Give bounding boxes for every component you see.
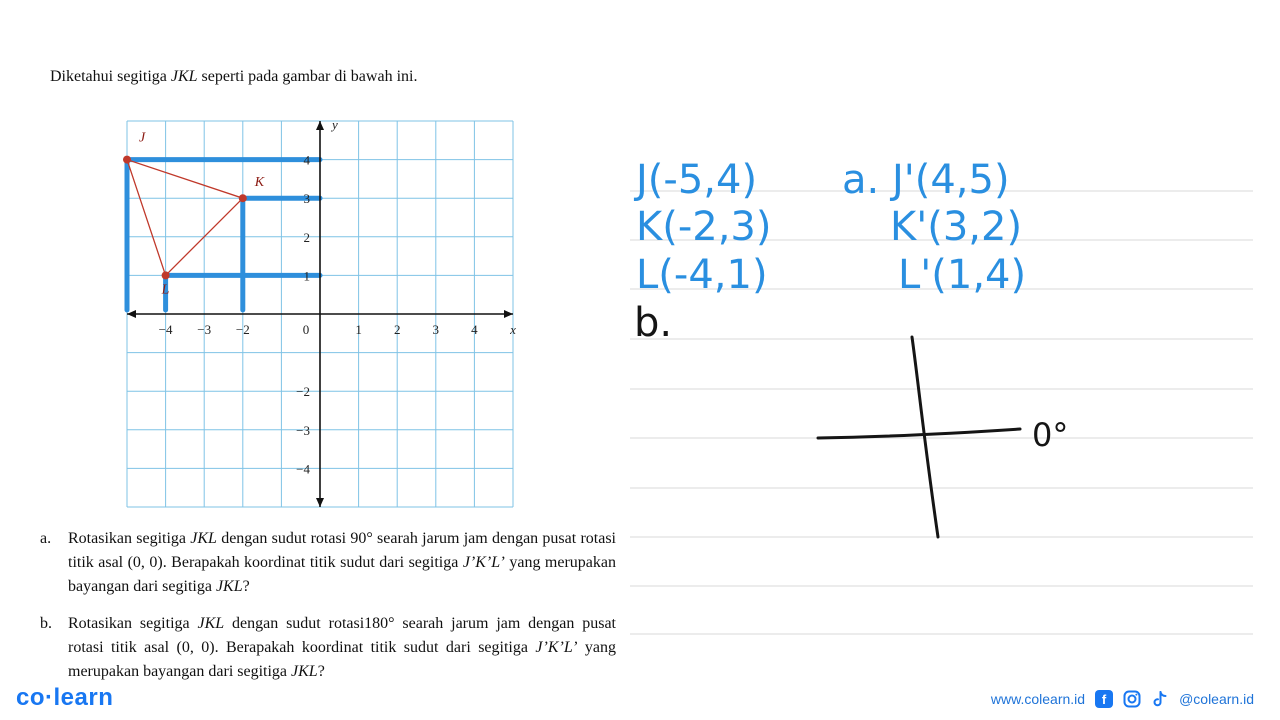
note-l-image: L'(1,4) xyxy=(898,252,1027,298)
y-tick-label: 2 xyxy=(303,229,310,245)
brand-logo: co·learn xyxy=(16,684,114,711)
y-axis-label: y xyxy=(332,117,338,132)
point-label-j: J xyxy=(139,130,146,146)
facebook-icon[interactable]: f xyxy=(1095,690,1113,708)
y-tick-label: 1 xyxy=(303,268,310,284)
y-tick-label: −3 xyxy=(296,422,310,438)
y-tick-label: 4 xyxy=(303,152,310,168)
sketch-vertical-axis xyxy=(912,337,938,537)
point-label-k: K xyxy=(254,175,265,191)
x-tick-label: 3 xyxy=(432,322,440,337)
question-a-text: Rotasikan segitiga JKL dengan sudut rotasi 90° searah jarum jam dengan pusat rotasi titik asal (0, 0). Berapakah koordinat titik sudut dari segitiga J’K’L’ yang merupakan bayangan dari segitiga JKL? xyxy=(68,530,616,595)
y-tick-label: −2 xyxy=(296,384,310,400)
sketch-horizontal-axis xyxy=(818,429,1020,438)
y-tick-label: 3 xyxy=(303,191,310,207)
x-tick-label: −3 xyxy=(197,322,212,337)
note-part-b: b. xyxy=(634,300,673,346)
question-b-letter: b. xyxy=(40,615,52,632)
social-handle[interactable]: @colearn.id xyxy=(1179,691,1254,707)
intro-text-pre: Diketahui segitiga xyxy=(50,68,171,85)
x-axis-label: x xyxy=(510,322,516,337)
intro-text-post: seperti pada gambar di bawah ini. xyxy=(197,68,418,85)
question-a-letter: a. xyxy=(40,530,52,547)
footer-links xyxy=(991,690,1254,708)
note-j-image: a. J'(4,5) xyxy=(842,157,1010,203)
intro-triangle-name: JKL xyxy=(170,68,198,85)
x-tick-label: 2 xyxy=(393,322,401,337)
note-k-image: K'(3,2) xyxy=(890,204,1023,250)
instagram-icon[interactable] xyxy=(1123,690,1141,708)
note-j-original: J(-5,4) xyxy=(636,157,758,203)
y-tick-label: −4 xyxy=(296,461,310,477)
note-angle-label: 0° xyxy=(1032,416,1069,454)
note-k-original: K(-2,3) xyxy=(636,204,772,250)
x-tick-label: 1 xyxy=(355,322,362,337)
point-label-l: L xyxy=(161,282,170,298)
x-tick-label: −4 xyxy=(158,322,173,337)
x-tick-label: 4 xyxy=(471,322,478,337)
tiktok-icon[interactable] xyxy=(1151,690,1169,708)
note-l-original: L(-4,1) xyxy=(636,252,768,298)
origin-label: 0 xyxy=(302,322,310,337)
website-link[interactable]: www.colearn.id xyxy=(990,691,1086,707)
question-b-text: Rotasikan segitiga JKL dengan sudut rotasi180° searah jarum jam dengan pusat rotasi titik asal (0, 0). Berapakah koordinat titik sudut dari segitiga J’K’L’ yang merupakan bayangan dari segitiga JKL? xyxy=(68,615,616,680)
x-tick-label: −2 xyxy=(235,322,250,337)
